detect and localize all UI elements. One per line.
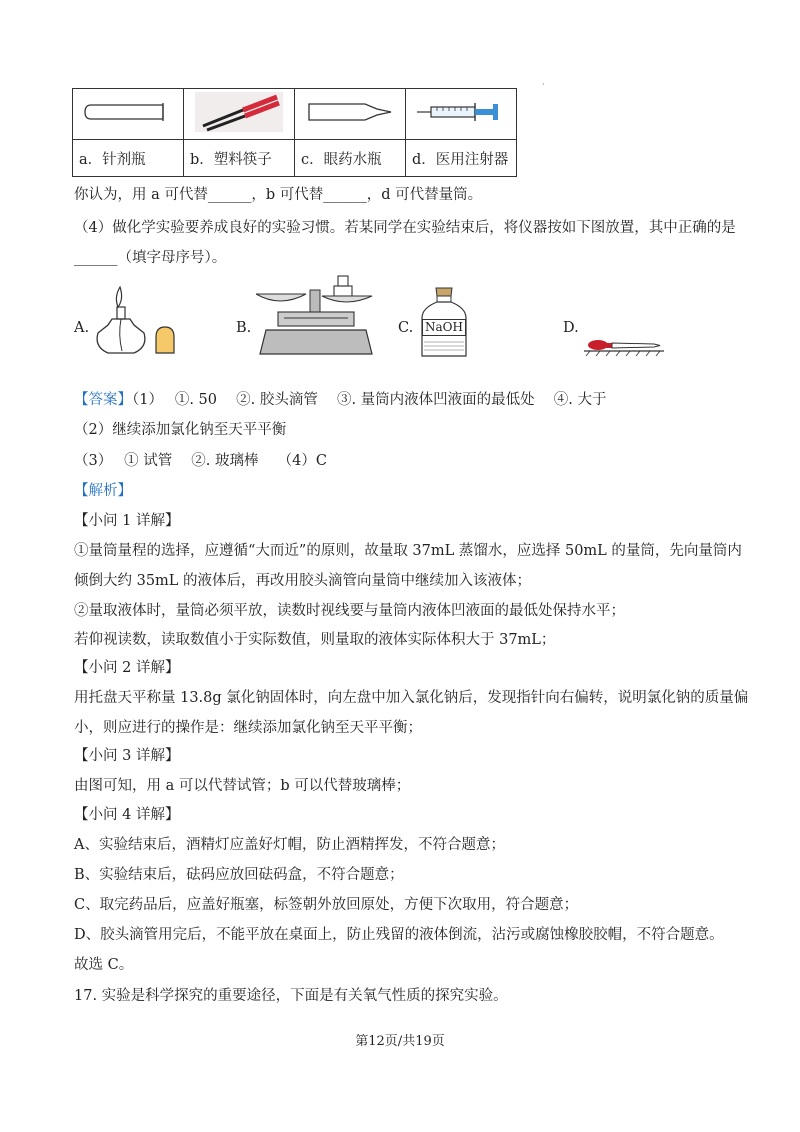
syringe-cell <box>406 89 517 140</box>
analysis-q4-line-c: C、取完药品后，应盖好瓶塞，标签朝外放回原处，方便下次取用，符合题意； <box>74 897 579 913</box>
alcohol-lamp-icon <box>94 285 186 357</box>
chopsticks-cell <box>184 89 295 140</box>
analysis-q2-line-1: 用托盘天平称量 13.8g 氯化钠固体时，向左盘中加入氯化钠后，发现指针向右偏转，说明氯化钠的质量偏 <box>74 690 749 706</box>
heading-q3: 【小问 3 详解】 <box>74 748 180 764</box>
analysis-q1-line-4: 若仰视读数，读取数值小于实际数值，则量取的液体实际体积大于 37mL； <box>74 632 556 648</box>
option-c-label: C. <box>398 320 414 336</box>
analysis-q1-line-2: 倾倒大约 35mL 的液体后，再改用胶头滴管向量筒中继续加入该液体； <box>74 573 532 589</box>
chopsticks-icon <box>193 90 285 134</box>
analysis-q4-line-d: D、胶头滴管用完后，不能平放在桌面上，防止残留的液体倒流，沾污或腐蚀橡胶胶帽，不符合题意。 <box>74 927 724 943</box>
heading-q1: 【小问 1 详解】 <box>74 513 180 529</box>
items-table <box>72 88 517 177</box>
question-17: 17. 实验是科学探究的重要途径，下面是有关氧气性质的探究实验。 <box>74 988 508 1004</box>
eyedrop-bottle-icon <box>305 97 395 127</box>
naoh-bottle <box>420 286 468 358</box>
item-d-label: d．医用注射器 <box>406 140 517 177</box>
analysis-q1-line-3: ②量取液体时，量筒必须平放，读数时视线要与量筒内液体凹液面的最低处保持水平； <box>74 603 625 619</box>
analysis-q3-line: 由图可知，用 a 可以代替试管；b 可以代替玻璃棒； <box>74 778 411 794</box>
answer-tag: 【答案】 <box>74 392 132 408</box>
q4-text-1: （4）做化学实验要养成良好的实验习惯。若某同学在实验结束后，将仪器按如下图放置，其中正确的是 <box>74 220 736 236</box>
item-a-label: a．针剂瓶 <box>73 140 184 177</box>
vial-icon <box>83 97 173 127</box>
answer-line-2: （2）继续添加氯化钠至天平平衡 <box>74 422 287 438</box>
answer-line-3: （3） ① 试管 ②. 玻璃棒 （4）C <box>74 453 327 469</box>
analysis-q1-line-1: ①量筒量程的选择，应遵循“大而近”的原则，故量取 37mL 蒸馏水，应选择 50mL 的量筒，先向量筒内 <box>74 543 742 559</box>
page-number: 第12页/共19页 <box>355 1034 445 1049</box>
naoh-label: NaOH <box>422 319 466 336</box>
analysis-q2-line-2: 小，则应进行的操作是：继续添加氯化钠至天平平衡； <box>74 720 422 736</box>
balance-icon <box>256 272 376 358</box>
option-b-label: B. <box>236 320 252 336</box>
speck: · <box>542 80 545 89</box>
heading-q4: 【小问 4 详解】 <box>74 807 180 823</box>
q4-text-2: ______（填字母序号）。 <box>74 250 227 266</box>
analysis-q4-conclusion: 故选 C。 <box>74 957 134 973</box>
analysis-tag: 【解析】 <box>74 483 132 499</box>
analysis-q4-line-b: B、实验结束后，砝码应放回砝码盒，不符合题意； <box>74 867 404 883</box>
answer-line-1 <box>74 390 606 410</box>
answer-text-1: （1） ①. 50 ②. 胶头滴管 ③. 量筒内液体凹液面的最低处 ④. 大于 <box>132 392 607 408</box>
syringe-icon <box>415 97 507 127</box>
item-b-label: b．塑料筷子 <box>184 140 295 177</box>
option-d-label: D. <box>563 320 579 336</box>
eyedrop-cell <box>295 89 406 140</box>
q3-text: 你认为，用 a 可代替______，b 可代替______，d 可代替量筒。 <box>74 187 483 203</box>
heading-q2: 【小问 2 详解】 <box>74 660 180 676</box>
item-c-label: c．眼药水瓶 <box>295 140 406 177</box>
dropper-icon <box>584 335 664 359</box>
analysis-q4-line-a: A、实验结束后，酒精灯应盖好灯帽，防止酒精挥发，不符合题意； <box>74 837 505 853</box>
vial-cell <box>73 89 184 140</box>
option-a-label: A. <box>74 320 90 336</box>
